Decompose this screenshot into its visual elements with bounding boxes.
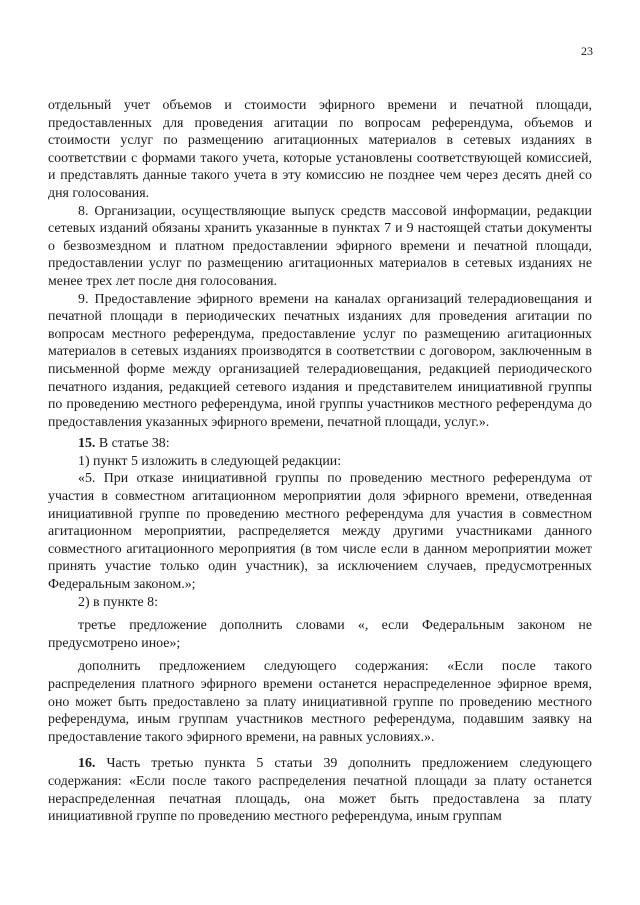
paragraph-add-sentence: дополнить предложением следующего содержания: «Если после такого распределения платного эфирного времени останется нераспределенное эфирное время, оно может быть предоставлено за плату инициативной группе по проведению местного референдума, иным группам участников местного референдума, подавшим заявку на предоставление такого эфирного времени, на равных условиях.». [48, 659, 592, 745]
section-number: 15. [78, 436, 96, 452]
paragraph-subitem-2: 2) в пункте 8: [78, 594, 158, 610]
paragraph-section-16 [48, 755, 592, 825]
paragraph-section-15 [48, 435, 592, 453]
paragraph-third-sentence: третье предложение дополнить словами «, если Федеральным законом не предусмотрено иное»; [48, 618, 592, 651]
section-text: Часть третью пункта 5 статьи 39 дополнить предложением следующего содержания: «Если после такого распределения печатной площади за плату останется нераспределенная печатная площадь, она может быть предоставлена за плату инициативной группе по проведению местного референдума, иным группам [48, 756, 592, 825]
page-number: 23 [581, 44, 593, 58]
paragraph-item-5-quote: «5. При отказе инициативной группы по проведению местного референдума от участия в совместном агитационном мероприятии доля эфирного времени, отведенная инициативной группе по проведению местного референдума для участия в совместном агитационном мероприятии, распределяется между другими участниками данного совместного агитационного мероприятия (в том числе если в данном мероприятии может принять участие только один участник), за исключением случаев, предусмотренных Федеральным законом.»; [48, 471, 592, 593]
section-number: 16. [78, 756, 96, 772]
paragraph-subitem-1: 1) пункт 5 изложить в следующей редакции: [78, 453, 342, 469]
paragraph-item-9: 9. Предоставление эфирного времени на каналах организаций телерадиовещания и печатной площади в периодических печатных изданиях для проведения агитации по вопросам местного референдума, предоставление услуг по размещению агитационных материалов в сетевых изданиях производятся в соответствии с договором, заключенным в письменной форме между организацией телерадиовещания, редакцией периодического печатного издания, редакцией сетевого издания и представителем инициативной группы по проведению местного референдума, иной группы участников местного референдума до предоставления указанных эфирного времени, печатной площади, услуг.». [48, 291, 592, 430]
paragraph-item-8: 8. Организации, осуществляющие выпуск средств массовой информации, редакции сетевых изданий обязаны хранить указанные в пунктах 7 и 9 настоящей статьи документы о безвозмездном и платном предоставлении эфирного времени и печатной площади, предоставлении услуг по размещению агитационных материалов в сетевых изданиях не менее трех лет после дня голосования. [48, 203, 592, 289]
paragraph-accounting: отдельный учет объемов и стоимости эфирного времени и печатной площади, предоставленных для проведения агитации по вопросам референдума, объемов и стоимости услуг по размещению агитационных материалов в сетевых изданиях в соответствии с формами такого учета, которые установлены соответствующей комиссией, и представлять данные такого учета в эту комиссию не позднее чем через десять дней со дня голосования. [48, 98, 592, 201]
section-text: В статье 38: [95, 436, 170, 452]
document-body [48, 97, 592, 826]
